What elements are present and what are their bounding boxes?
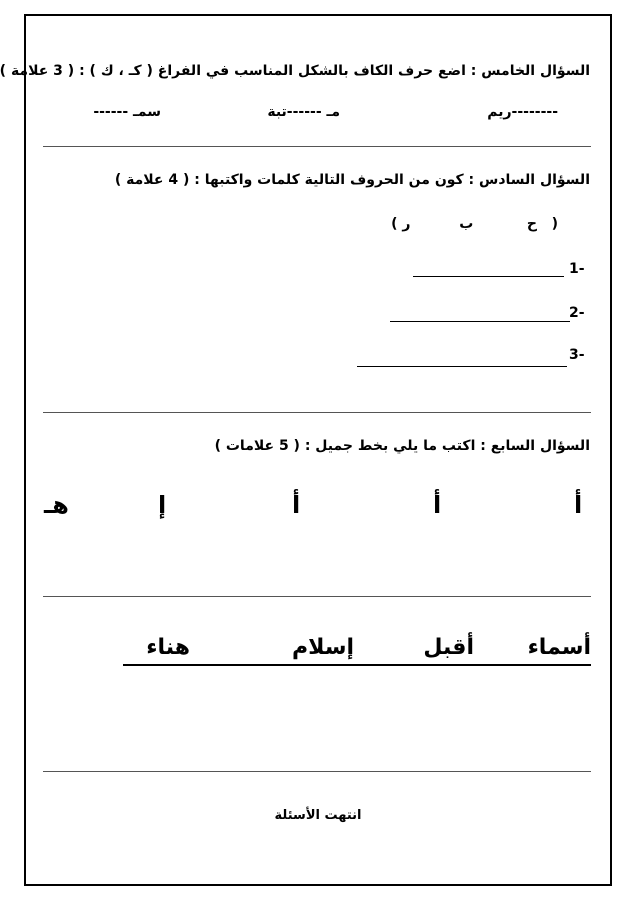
question-7-title: السؤال السابع : اكتب ما يلي بخط جميل : ( 5 علامات ) bbox=[214, 438, 590, 454]
end-note: انتهت الأسئلة bbox=[274, 808, 362, 823]
q6-number-3: 3- bbox=[569, 347, 585, 363]
letter-2: أ bbox=[433, 491, 442, 519]
q6-number-2: 2- bbox=[569, 305, 585, 321]
word-baseline bbox=[123, 664, 591, 666]
letter-3: أ bbox=[292, 491, 301, 519]
question-5-title: السؤال الخامس : اضع حرف الكاف بالشكل المناسب في الفراغ ( كـ ، ك ) : ( 3 علامة ) bbox=[0, 63, 590, 79]
q6-letters: ( ح ب ر ) bbox=[391, 216, 558, 232]
word-1: أسماء bbox=[527, 635, 591, 660]
letter-1: أ bbox=[574, 491, 583, 519]
word-4: هناء bbox=[146, 635, 190, 660]
word-2: أقبل bbox=[423, 635, 474, 660]
section-divider bbox=[43, 596, 591, 597]
q5-blank-2: مـ ------تبة bbox=[267, 104, 340, 120]
letter-5: هـ bbox=[44, 491, 69, 519]
answer-line-1[interactable] bbox=[413, 276, 564, 277]
question-6-title: السؤال السادس : كون من الحروف التالية كلمات واكتبها : ( 4 علامة ) bbox=[114, 172, 590, 188]
answer-line-3[interactable] bbox=[357, 366, 567, 367]
q5-blank-1: --------ريم bbox=[487, 104, 558, 120]
section-divider bbox=[43, 412, 591, 413]
section-divider bbox=[43, 771, 591, 772]
q5-blank-3: سمـ ------ bbox=[93, 104, 161, 120]
word-3: إسلام bbox=[291, 635, 354, 660]
q6-number-1: 1- bbox=[569, 261, 585, 277]
answer-line-2[interactable] bbox=[390, 321, 570, 322]
section-divider bbox=[43, 146, 591, 147]
letter-4: إ bbox=[158, 491, 167, 519]
